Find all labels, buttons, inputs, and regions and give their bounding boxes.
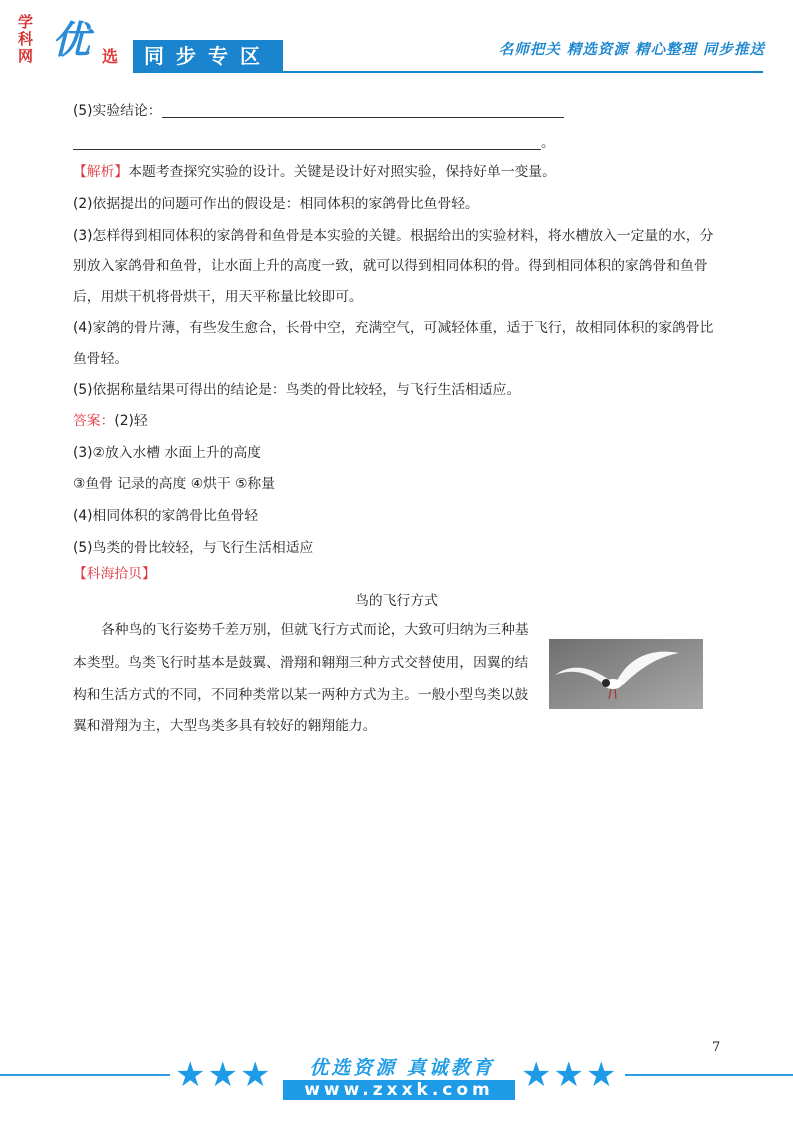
- logo-suffix: 选: [102, 47, 119, 66]
- page-number: 7: [712, 1040, 721, 1055]
- answer-tag: 答案：: [73, 413, 115, 429]
- analysis-tag: 【解析】: [73, 164, 129, 180]
- extra-line2: 本类型。鸟类飞行时基本是鼓翼、滑翔和翱翔三种方式交替使用，因翼的结: [73, 655, 529, 671]
- header-tagline: 名师把关 精选资源 精心整理 同步推送: [498, 41, 765, 58]
- blank-end-mark: 。: [541, 135, 555, 151]
- footer-url[interactable]: www.zxxk.com: [283, 1080, 515, 1100]
- footer-line-left: [0, 1074, 170, 1076]
- answer-a3: (3)②放入水槽 水面上升的高度: [73, 445, 262, 461]
- analysis-p4-line1: (4)家鸽的骨片薄，有些发生愈合，长骨中空，充满空气，可减轻体重，适于飞行，故相同体积的家鸽骨比: [73, 320, 714, 336]
- section-banner: 同步专区: [133, 40, 283, 72]
- header-divider: [133, 71, 763, 73]
- answer-a2-text: (2)轻: [114, 413, 148, 429]
- analysis-intro: [73, 162, 556, 182]
- extra-tag: 【科海拾贝】: [73, 566, 156, 582]
- star-icon-group-right: ★★★: [521, 1055, 619, 1095]
- analysis-p5: (5)依据称量结果可得出的结论是：鸟类的骨比较轻，与飞行生活相适应。: [73, 382, 521, 398]
- question-item5-label: (5)实验结论：: [73, 103, 162, 119]
- analysis-p3-line2: 别放入家鸽骨和鱼骨，让水面上升的高度一致，就可以得到相同体积的骨。得到相同体积的家鸽骨和鱼骨: [73, 258, 708, 274]
- footer-slogan: 优选资源 真诚教育: [309, 1057, 495, 1079]
- analysis-p4-line2: 鱼骨轻。: [73, 351, 129, 367]
- extra-line4: 翼和滑翔为主，大型鸟类多具有较好的翱翔能力。: [73, 718, 377, 734]
- analysis-p3-line3: 后，用烘干机将骨烘干，用天平称量比较即可。: [73, 289, 363, 305]
- analysis-p3-line1: (3)怎样得到相同体积的家鸽骨和鱼骨是本实验的关键。根据给出的实验材料，将水槽放入一定量的水，分: [73, 228, 714, 244]
- logo-side-text: 学科网: [18, 13, 34, 65]
- seagull-photo: [549, 639, 703, 709]
- extra-title: 鸟的飞行方式: [355, 593, 438, 609]
- analysis-intro-text: 本题考查探究实验的设计。关键是设计好对照实验，保持好单一变量。: [128, 164, 556, 180]
- answer-a4: (4)相同体积的家鸽骨比鱼骨轻: [73, 508, 259, 524]
- seagull-illustration: [549, 639, 703, 709]
- analysis-p2: (2)依据提出的问题可作出的假设是：相同体积的家鸽骨比鱼骨轻。: [73, 196, 479, 212]
- star-icon-group-left: ★★★: [175, 1055, 273, 1095]
- answer-a2: [73, 411, 148, 431]
- answer-blank-1: [162, 117, 564, 118]
- answer-a5: (5)鸟类的骨比较轻，与飞行生活相适应: [73, 540, 314, 556]
- footer-line-right: [625, 1074, 793, 1076]
- extra-line3: 构和生活方式的不同，不同种类常以某一两种方式为主。一般小型鸟类以鼓: [73, 687, 529, 703]
- logo-main: 优: [52, 17, 91, 62]
- answer-a3b: ③鱼骨 记录的高度 ④烘干 ⑤称量: [73, 476, 276, 492]
- extra-line1: 各种鸟的飞行姿势千差万别，但就飞行方式而论，大致可归纳为三种基: [101, 622, 529, 638]
- answer-blank-2: [73, 149, 541, 150]
